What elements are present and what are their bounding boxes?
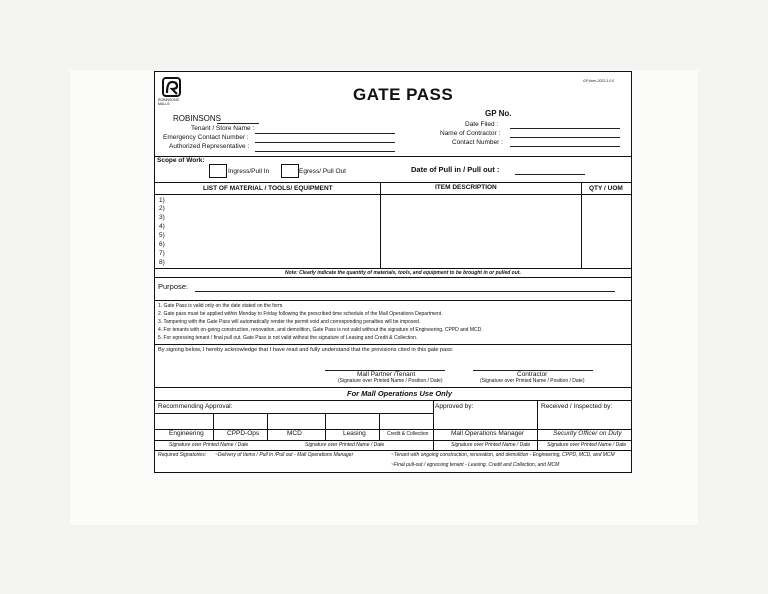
row-2: 2) [159,205,165,212]
sig-printed-left: Signature over Printed Name / Date [169,442,249,448]
sig-printed-mid: Signature over Printed Name / Date [305,442,385,448]
contact-number-label: Contact Number : [452,139,503,146]
dept-credit: Credit & Collection [387,431,429,437]
emergency-contact-label: Emergency Contact Number : [163,134,249,141]
term-4: 4. For tenants with on-going construction, renovation, and demolition, Gate Pass is not valid without the signature of Engineering, CPPD and MCD. [158,327,483,333]
contact-number-field[interactable] [510,146,620,147]
scope-label: Scope of Work: [157,157,205,164]
mall-ops-manager: Mall Operations Manager [451,430,524,437]
egress-checkbox[interactable] [281,164,299,178]
page-title: GATE PASS [353,85,454,104]
recommending-label: Recommending Approval: [158,403,233,410]
emergency-contact-field[interactable] [255,142,395,143]
row-5: 5) [159,232,165,239]
col-item-header: ITEM DESCRIPTION [435,184,497,191]
col-qty-header: QTY / UOM [589,185,623,192]
pull-date-label: Date of Pull in / Pull out : [411,165,500,174]
sig-printed-approver: Signature over Printed Name / Date [451,442,531,448]
dept-leasing: Leasing [343,430,366,437]
purpose-label: Purpose: [158,282,189,291]
term-2: 2. Gate pass must be applied within Monday to Friday following the prescribed time schedule of the Mall Operations Department. [158,311,443,317]
authorized-rep-field[interactable] [255,151,395,152]
ingress-label: Ingress/Pull In [228,168,270,175]
robinsons-logo-icon [161,77,183,99]
store-label: ROBINSONS [173,114,222,123]
approved-by-label: Approved by: [435,403,474,410]
pull-date-field[interactable] [515,174,585,175]
row-6: 6) [159,241,165,248]
term-3: 3. Tampering with the Gate Pass will automatically render the permit void and corresponding penalties will be imposed. [158,319,421,325]
partner-sub: (Signature over Printed Name / Position / Date) [338,378,443,384]
row-7: 7) [159,250,165,257]
contractor-name-label: Name of Contractor : [440,130,501,137]
ingress-checkbox[interactable] [209,164,227,178]
contractor-sub: (Signature over Printed Name / Position / Date) [480,378,585,384]
tenant-store-name-label: Tenant / Store Name : [191,125,255,132]
authorized-rep-label: Authorized Representative : [169,143,250,150]
purpose-field[interactable] [195,291,615,292]
dept-engineering: Engineering [169,430,204,437]
sig-printed-security: Signature over Printed Name / Date [547,442,627,448]
acknowledgement-text: By signing below, I hereby acknowledge that I have read and fully understand that the provisions cited in this gate pass: [158,347,454,353]
received-by-label: Received / Inspected by: [541,403,613,410]
row-4: 4) [159,223,165,230]
contractor-label: Contractor [517,371,548,378]
mall-ops-banner: For Mall Operations Use Only [347,389,453,398]
row-1: 1) [159,197,165,204]
row-3: 3) [159,214,165,221]
tenant-store-name-field[interactable] [255,133,395,134]
security-officer: Security Officer on Duty [553,430,622,437]
required-delivery: ~Delivery of Items / Pull In /Pull out - Mall Operations Manager [215,452,354,458]
form-code: GP-form-2023-1.0.0 [583,79,615,83]
row-8: 8) [159,259,165,266]
dept-mcd: MCD [287,430,302,437]
required-tenant: ~Tenant with ongoing construction, renovation, and demolition - Engineering, CPPD, MCD, and MCM [391,452,615,458]
required-label: Required Signatories: [158,452,207,458]
partner-label: Mall Partner /Tenant [357,371,416,378]
required-final: ~Final pull-out / egressing tenant - Leasing, Credit and Collection, and MCM [391,462,560,468]
term-5: 5. For egressing tenant / final pull out, Gate Pass is not valid without the signature of Leasing and Credit & Collection. [158,335,418,341]
contractor-name-field[interactable] [510,137,620,138]
date-filed-label: Date Filed : [465,121,499,128]
gate-pass-form [154,71,632,473]
table-note: Note: Clearly indicate the quantity of materials, tools, and equipment to be brought in or pulled out. [285,270,521,276]
term-1: 1. Gate Pass is valid only on the date stated on the form. [158,303,284,309]
gp-no-label: GP No. [485,109,512,118]
egress-label: Egress/ Pull Out [299,168,346,175]
dept-cppd: CPPD-Ops [227,430,260,437]
col-material-header: LIST OF MATERIAL / TOOLS/ EQUIPMENT [203,185,333,192]
logo-text: ROBINSONS MALLS [158,98,180,106]
date-filed-field[interactable] [510,128,620,129]
